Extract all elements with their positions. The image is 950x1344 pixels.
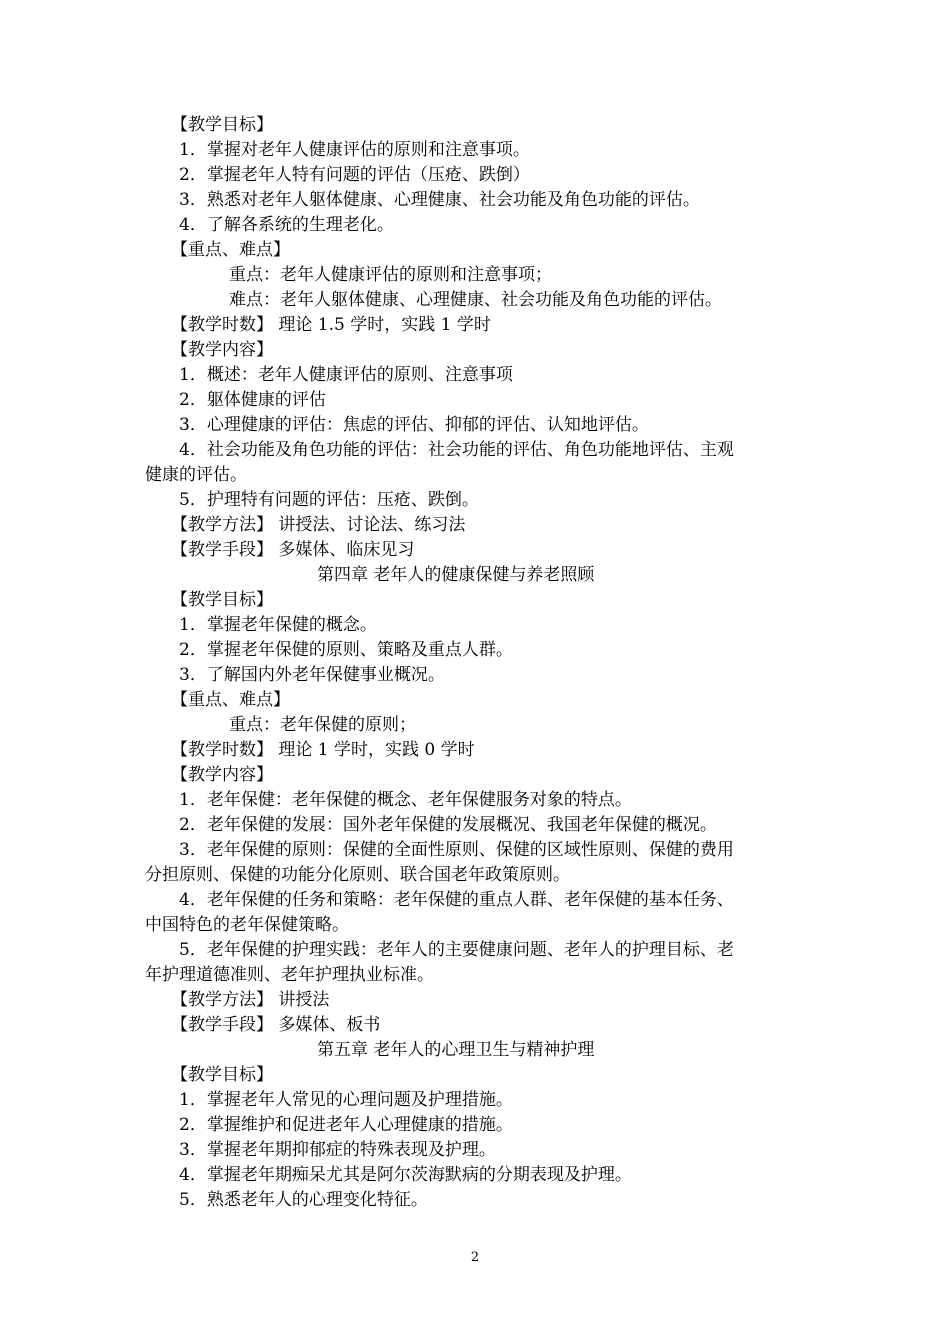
list-item: 2．躯体健康的评估 [179,390,326,410]
key-point: 重点：老年保健的原则； [229,715,416,735]
teaching-method: 【教学方法】 讲授法、讨论法、练习法 [171,515,466,535]
teaching-hours: 【教学时数】 理论 1.5 学时，实践 1 学时 [171,315,491,335]
list-item: 5．老年保健的护理实践：老年人的主要健康问题、老年人的护理目标、老 [179,940,734,960]
teaching-method: 【教学方法】 讲授法 [171,990,330,1010]
difficult-point: 难点：老年人躯体健康、心理健康、社会功能及角色功能的评估。 [229,290,722,310]
list-item: 1．概述：老年人健康评估的原则、注意事项 [179,365,513,385]
list-item: 3．老年保健的原则：保健的全面性原则、保健的区域性原则、保健的费用 [179,840,734,860]
list-item-continued: 健康的评估。 [145,465,247,485]
teaching-means: 【教学手段】 多媒体、临床见习 [171,540,415,560]
list-item: 2．掌握老年人特有问题的评估（压疮、跌倒） [179,165,530,185]
list-item: 2．掌握老年保健的原则、策略及重点人群。 [179,640,513,660]
list-item: 1．掌握对老年人健康评估的原则和注意事项。 [179,140,530,160]
list-item: 2．老年保健的发展：国外老年保健的发展概况、我国老年保健的概况。 [179,815,717,835]
list-item: 3．熟悉对老年人躯体健康、心理健康、社会功能及角色功能的评估。 [179,190,700,210]
section-heading: 【教学目标】 [171,115,273,135]
teaching-hours: 【教学时数】 理论 1 学时，实践 0 学时 [171,740,475,760]
list-item: 5．熟悉老年人的心理变化特征。 [179,1190,428,1210]
list-item: 1．掌握老年人常见的心理问题及护理措施。 [179,1090,513,1110]
list-item-continued: 中国特色的老年保健策略。 [145,915,349,935]
list-item: 5．护理特有问题的评估：压疮、跌倒。 [179,490,479,510]
list-item: 1．老年保健：老年保健的概念、老年保健服务对象的特点。 [179,790,632,810]
list-item-continued: 分担原则、保健的功能分化原则、联合国老年政策原则。 [145,865,570,885]
list-item: 4．了解各系统的生理老化。 [179,215,394,235]
list-item: 3．心理健康的评估：焦虑的评估、抑郁的评估、认知地评估。 [179,415,649,435]
section-heading: 【教学目标】 [171,590,273,610]
chapter-title: 第五章 老年人的心理卫生与精神护理 [317,1040,595,1060]
list-item-continued: 年护理道德准则、老年护理执业标准。 [145,965,434,985]
section-heading: 【重点、难点】 [171,240,290,260]
list-item: 3．了解国内外老年保健事业概况。 [179,665,445,685]
list-item: 4．社会功能及角色功能的评估：社会功能的评估、角色功能地评估、主观 [179,440,734,460]
teaching-means: 【教学手段】 多媒体、板书 [171,1015,381,1035]
list-item: 4．掌握老年期痴呆尤其是阿尔茨海默病的分期表现及护理。 [179,1165,632,1185]
list-item: 2．掌握维护和促进老年人心理健康的措施。 [179,1115,513,1135]
list-item: 4．老年保健的任务和策略：老年保健的重点人群、老年保健的基本任务、 [179,890,734,910]
section-heading: 【教学目标】 [171,1065,273,1085]
page-number: 2 [470,1250,480,1265]
section-heading: 【教学内容】 [171,765,273,785]
list-item: 3．掌握老年期抑郁症的特殊表现及护理。 [179,1140,496,1160]
list-item: 1．掌握老年保健的概念。 [179,615,377,635]
key-point: 重点：老年人健康评估的原则和注意事项； [229,265,552,285]
section-heading: 【重点、难点】 [171,690,290,710]
chapter-title: 第四章 老年人的健康保健与养老照顾 [317,565,595,585]
section-heading: 【教学内容】 [171,340,273,360]
